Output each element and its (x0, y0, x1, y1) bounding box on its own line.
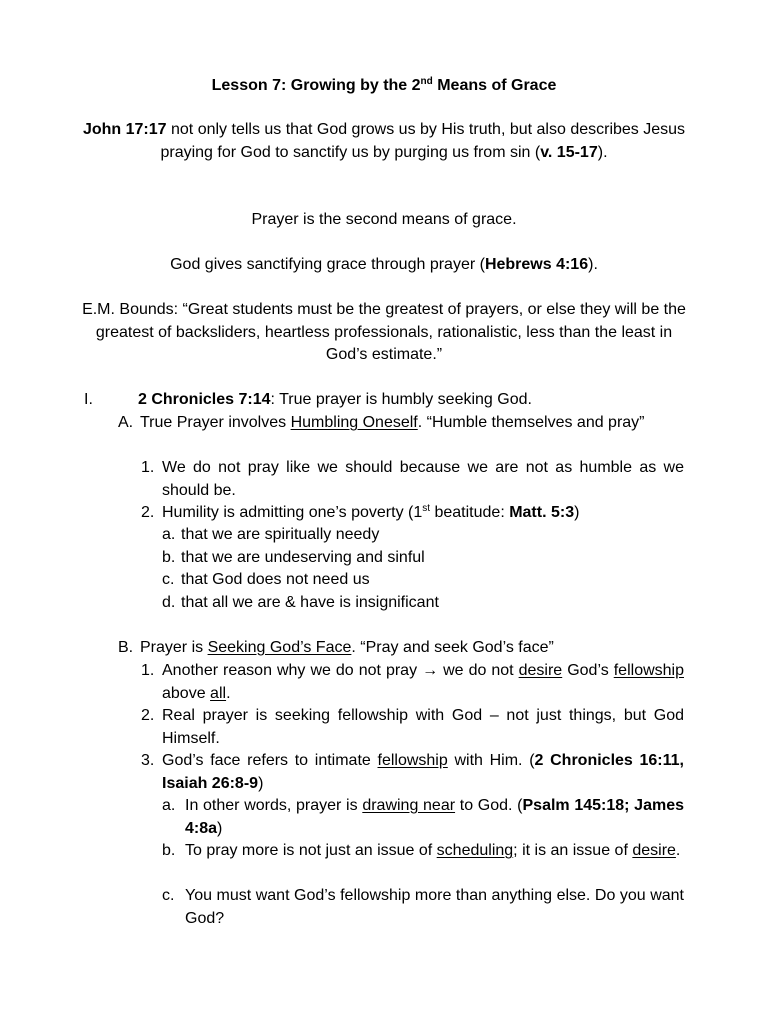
sub-item: b. To pray more is not just an issue of scheduling; it is an issue of desire. (162, 842, 681, 859)
section-marker: I. (84, 391, 93, 408)
sub-item: c. that God does not need us (162, 571, 370, 588)
page-title: Lesson 7: Growing by the 2nd Means of Grace (211, 76, 557, 94)
list-item: 1. Another reason why we do not pray → we do not desire God’s fellowship above all. (141, 662, 684, 702)
sub-item: a. that we are spiritually needy (162, 526, 380, 543)
intro-paragraph: John 17:17 not only tells us that God grows us by His truth, but also describes Jesus praying for God to sanctify us by purging us from sin (v. 15-17). (82, 121, 686, 161)
list-item: 2. Real prayer is seeking fellowship with God – not just things, but God Himself. (141, 707, 684, 747)
sub-item: d. that all we are & have is insignificant (162, 594, 439, 611)
arrow-icon: → (422, 662, 439, 679)
bounds-quote: E.M. Bounds: “Great students must be the greatest of prayers, or else they will be the greatest of backsliders, heartless professionals, rationalistic, less than the least in God’s estimate.” (82, 301, 686, 363)
point-b: B. Prayer is Seeking God’s Face. “Pray and seek God’s face” (118, 639, 554, 656)
list-item: 2. Humility is admitting one’s poverty (1st beatitude: Matt. 5:3) (141, 503, 580, 521)
section-text: 2 Chronicles 7:14: True prayer is humbly seeking God. (138, 391, 532, 408)
point-a: A. True Prayer involves Humbling Oneself. “Humble themselves and pray” (118, 414, 645, 431)
prayer-statement: Prayer is the second means of grace. (251, 211, 517, 228)
sub-item: a. In other words, prayer is drawing near to God. (Psalm 145:18; James 4:8a) (162, 797, 684, 837)
grace-statement: God gives sanctifying grace through prayer (Hebrews 4:16). (170, 256, 598, 273)
list-item: 3. God’s face refers to intimate fellowship with Him. (2 Chronicles 16:11, Isaiah 26:8-9) (141, 752, 684, 792)
sub-item: c. You must want God’s fellowship more than anything else. Do you want God? (162, 887, 684, 927)
list-item: 1. We do not pray like we should because we are not as humble as we should be. (141, 459, 684, 499)
sub-item: b. that we are undeserving and sinful (162, 549, 425, 566)
section-heading (84, 389, 684, 412)
